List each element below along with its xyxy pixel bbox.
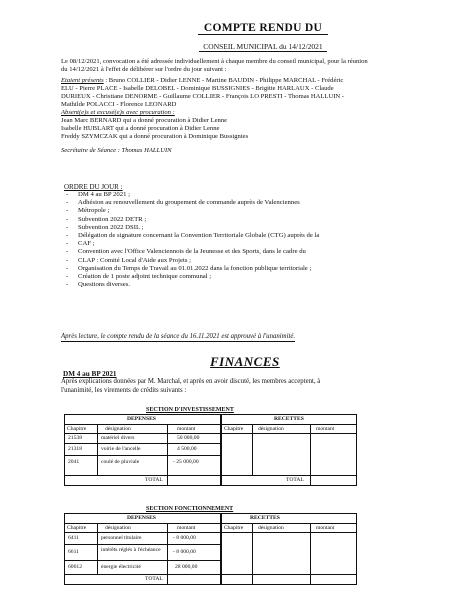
- col-header: montant: [316, 426, 335, 432]
- secretaire-seance: Secrétaire de Séance : Thomas HALLUIN: [61, 147, 172, 154]
- table-cell: énergie électricité: [101, 564, 141, 570]
- intro-line-2: du 14/12/2021 à l'effet de délibérer sur l'ordre du jour suivant :: [61, 66, 227, 73]
- procuration-line-1: Jean Marc BERNARD qui a donné procuration à Didier Lenne: [61, 117, 228, 124]
- col-header: désignation: [258, 525, 284, 531]
- col-header: Chapitre: [67, 426, 87, 432]
- agenda-item: - DM 4 au BP 2021 ;: [66, 191, 406, 199]
- table-cell: 21538: [68, 435, 82, 441]
- agenda-item: - Subvention 2022 DETR ;: [66, 216, 406, 224]
- table-cell: voirie de l'ancelle: [101, 446, 141, 452]
- total-label: TOTAL: [145, 477, 163, 483]
- total-label: TOTAL: [145, 576, 163, 582]
- table-cell: intérêts réglés à l'échéance: [101, 547, 161, 553]
- invest-rec-label: RECETTES: [274, 416, 304, 422]
- table-cell: 28 000,00: [175, 564, 198, 570]
- invest-recettes-table: [221, 414, 357, 486]
- agenda-item: - Adhésion au renouvellement du groupement de commande auprès de Valenciennes: [66, 199, 406, 207]
- presents-line-2: ELU - Pierre PLACE - Isabelle DELOBEL - Dominique BUSSIGNIES - Brigitte HARLAUX - Claude: [61, 85, 334, 92]
- finances-intro: Après explications données par M. Marchal, et après en avoir discuté, les membres acceptent, à l'unanimité, les virements de crédits suivants :: [61, 378, 321, 394]
- document-title: COMPTE RENDU DU: [198, 22, 328, 35]
- table-cell: 60612: [68, 564, 82, 570]
- finances-title: FINANCES: [210, 354, 280, 369]
- agenda-list: [66, 191, 406, 289]
- col-header: désignation: [105, 426, 131, 432]
- presents-label: Etaient présents: [61, 77, 104, 84]
- col-header: désignation: [105, 525, 131, 531]
- table-cell: 50 000,00: [177, 435, 200, 441]
- fonct-recettes-table: [221, 513, 357, 585]
- agenda-item: - Délégation de signature concernant la Convention Territoriale Globale (CTG) auprès de la: [66, 232, 406, 240]
- ordre-du-jour-title: ORDRE DU JOUR :: [64, 183, 123, 191]
- approval-statement: Après lecture, le compte rendu de la séance du 16.11.2021 est approuvé à l'unanimité.: [61, 333, 296, 340]
- table-cell: 2041: [68, 459, 80, 465]
- agenda-item: - Création de 1 poste adjoint technique communal ;: [66, 273, 406, 281]
- invest-depenses-table: [64, 414, 221, 486]
- procurations-label: Absent(e)s et excusé(e)s avec procuration :: [61, 109, 175, 116]
- col-header: montant: [316, 525, 335, 531]
- dm-title: DM 4 au BP 2021: [63, 370, 117, 378]
- col-header: Chapitre: [224, 525, 244, 531]
- agenda-item: - Subvention 2022 DSIL ;: [66, 224, 406, 232]
- procuration-line-2: Isabelle HUBLART qui a donné procuration à Didier Lenne: [61, 125, 220, 132]
- table-cell: matériel divers: [101, 435, 135, 441]
- presents-line-3: DURIEUX - Christiane DENORME - Guillaume COLLIER - François LO PRESTI - Thomas HALLUIN -: [61, 93, 345, 100]
- col-header: Chapitre: [67, 525, 87, 531]
- agenda-item-cont: - Métropole ;: [66, 207, 406, 215]
- table-cell: 4 500,00: [177, 446, 197, 452]
- table-cell: 6411: [68, 535, 79, 541]
- presents-line-1: Etaient présents : Bruno COLLIER - Didier LENNE - Martine BAUDIN - Philippe MARCHAL - Frédéric: [61, 77, 344, 84]
- col-header: désignation: [258, 426, 284, 432]
- agenda-item: - Questions diverses.: [66, 281, 406, 289]
- total-label: TOTAL: [286, 477, 304, 483]
- procuration-line-3: Freddy SZYMCZAK qui a donné procuration à Dominique Bussignies: [61, 133, 249, 140]
- table-cell: coulé de pluviale: [101, 459, 140, 465]
- presents-line-4: Mathilde POLACCI - Florence LEONARD: [61, 101, 177, 108]
- fonct-rec-label: RECETTES: [250, 515, 280, 521]
- agenda-item: - Convention avec l'Office Valenciennois de la Jeunesse et des Sports, dans le cadre du: [66, 248, 406, 256]
- invest-section-title: SECTION D'INVESTISSEMENT: [146, 407, 234, 413]
- intro-line-1: Le 08/12/2021, convocation a été adressée individuellement à chaque membre du conseil municipal, pour la réunion: [61, 58, 368, 65]
- agenda-item: - Organisation du Temps de Travail au 01.01.2022 dans la fonction publique territoriale ;: [66, 265, 406, 273]
- agenda-item-cont: - CLAP : Comité Local d'Aide aux Projets ;: [66, 257, 406, 265]
- table-cell: 21318: [68, 446, 82, 452]
- col-header: Chapitre: [224, 426, 244, 432]
- fonct-dep-label: DEPENSES: [127, 515, 156, 521]
- fonct-depenses-table: [64, 513, 221, 585]
- table-cell: - 25 000,00: [173, 459, 199, 465]
- col-header: montant: [177, 525, 196, 531]
- agenda-item-cont: - CAF ;: [66, 240, 406, 248]
- table-cell: personnel titulaire: [101, 535, 142, 541]
- document-subtitle: CONSEIL MUNICIPAL du 14/12/2021: [199, 42, 326, 52]
- invest-dep-label: DEPENSES: [127, 416, 156, 422]
- fonct-section-title: SECTION FONCTIONNEMENT: [146, 506, 234, 512]
- document-header: [168, 18, 358, 54]
- table-cell: - 8 000,00: [173, 535, 196, 541]
- col-header: montant: [177, 426, 196, 432]
- table-cell: - 8 000,00: [173, 549, 196, 555]
- table-cell: 6611: [68, 549, 79, 555]
